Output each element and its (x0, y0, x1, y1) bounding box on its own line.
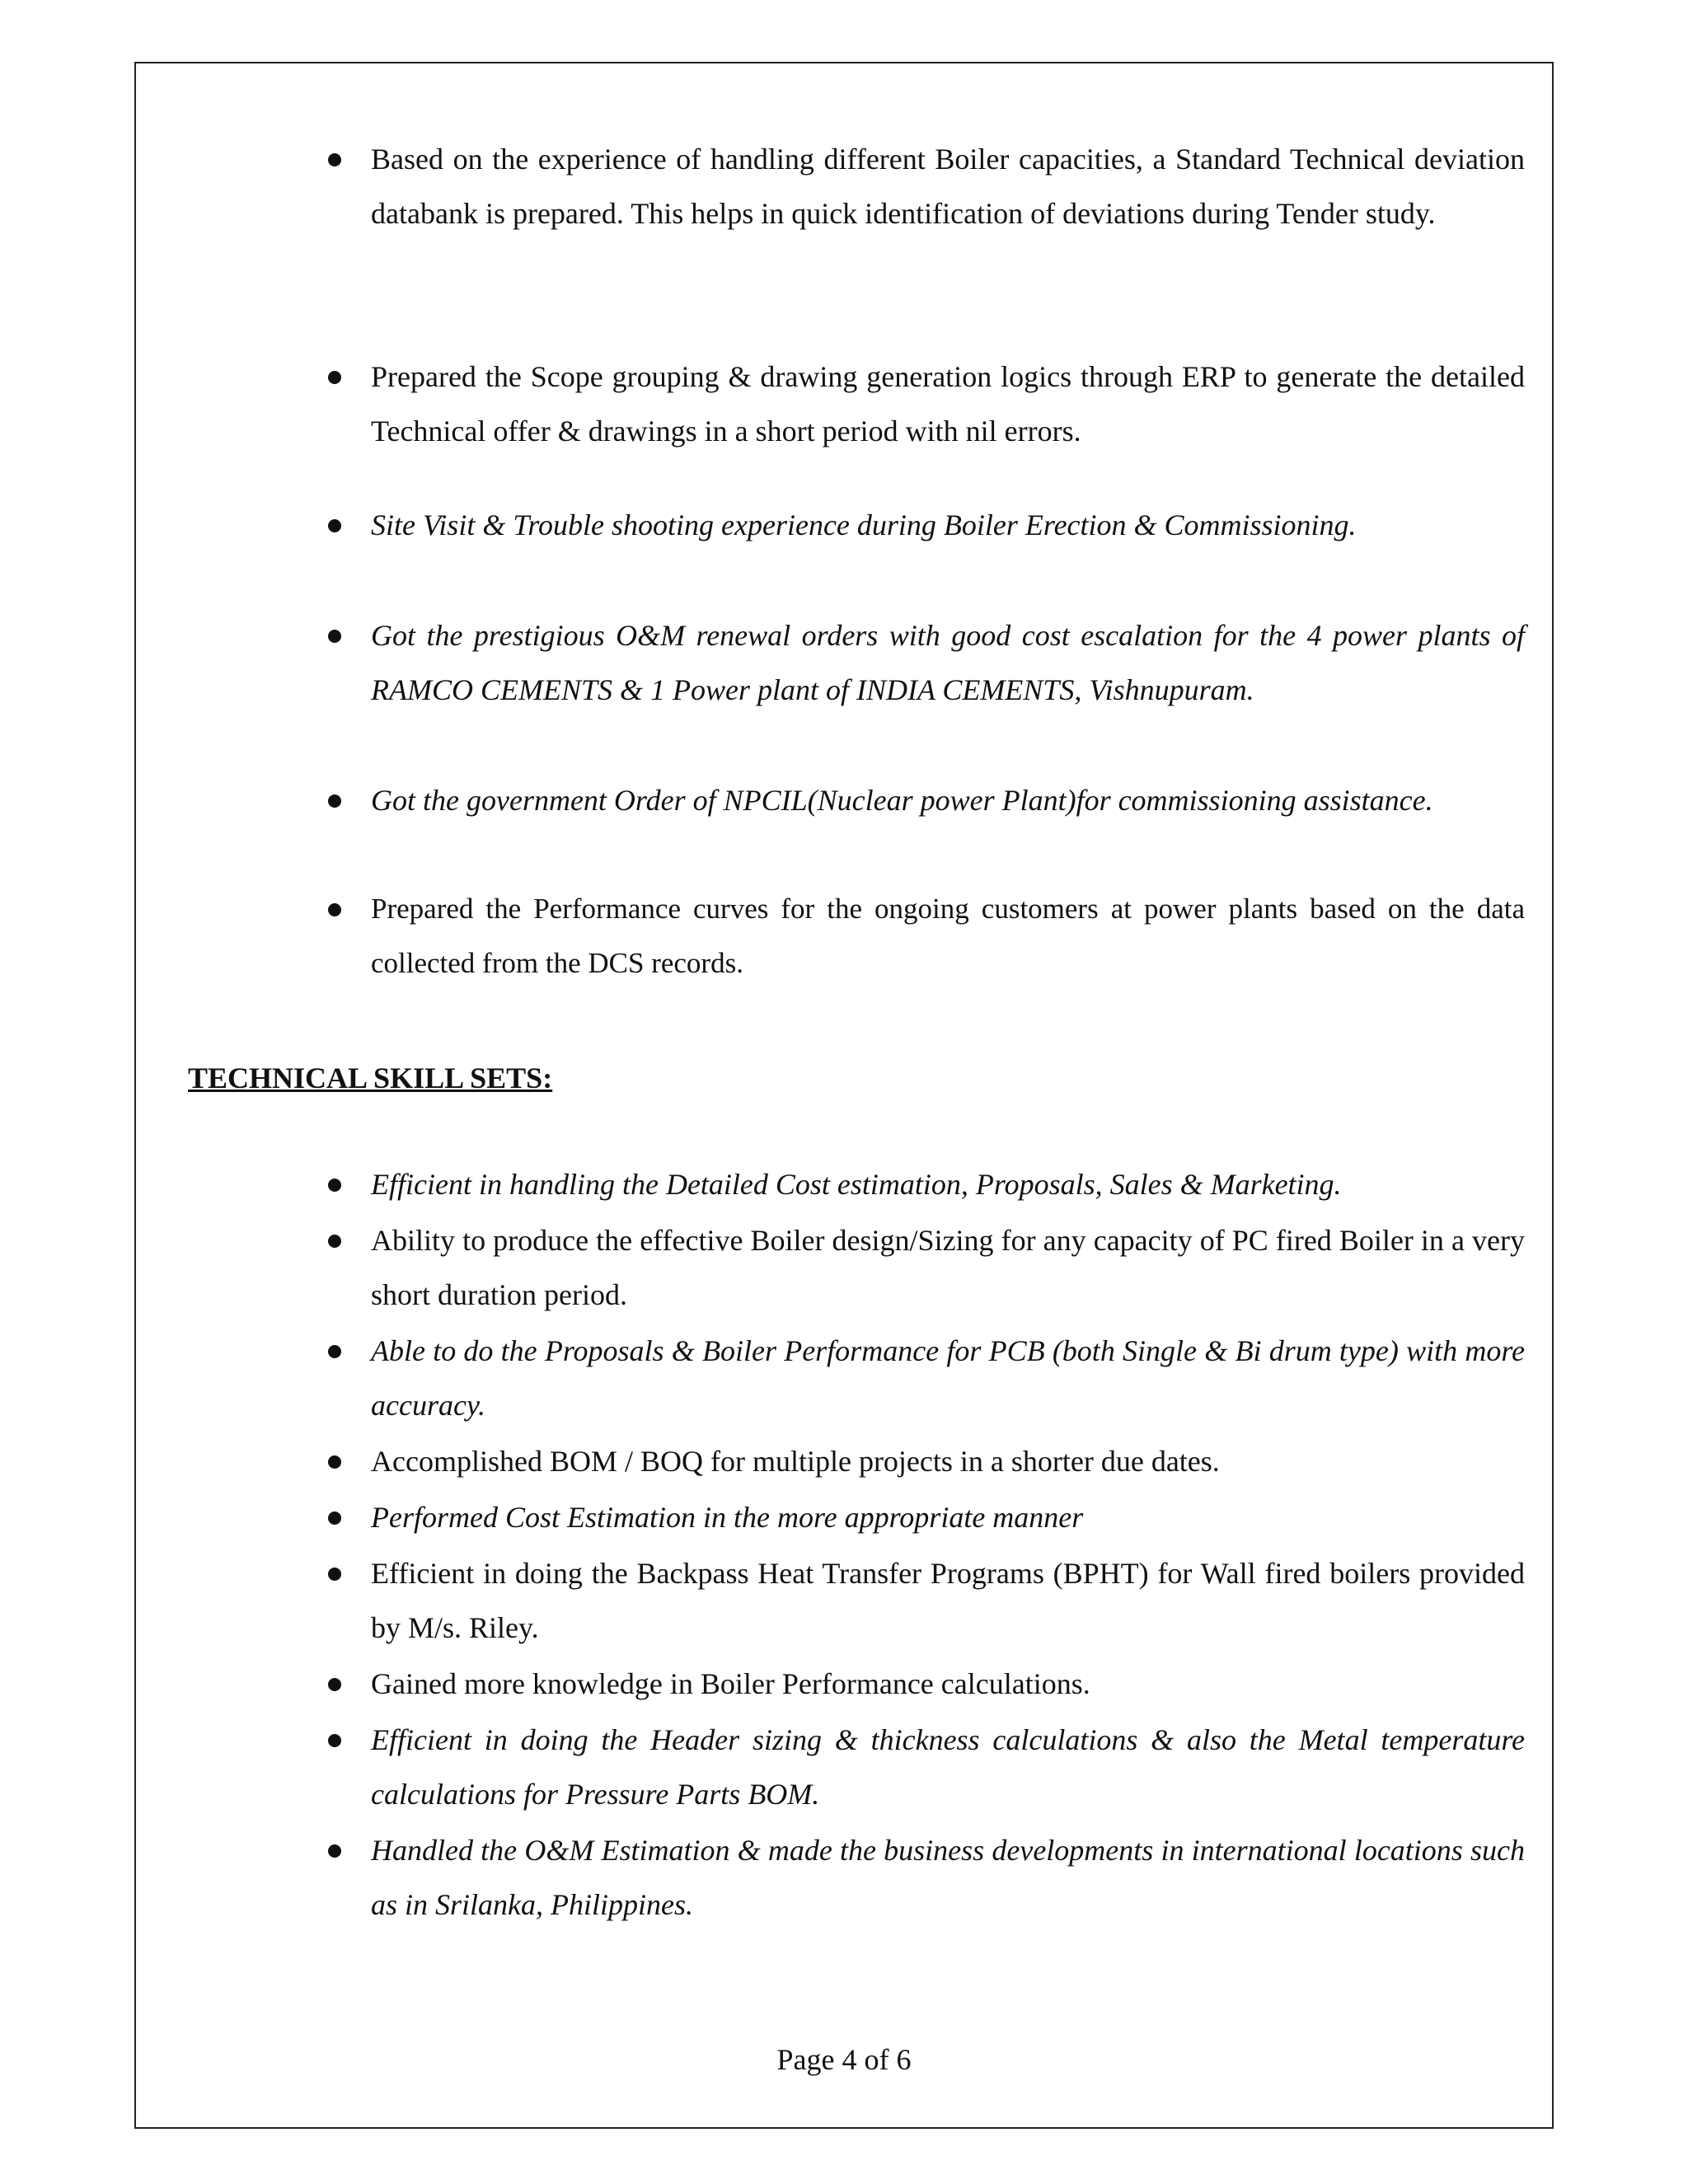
list-item: Efficient in handling the Detailed Cost estimation, Proposals, Sales & Marketing. (371, 1168, 1342, 1201)
bullet-icon (328, 1678, 341, 1691)
bullet-icon (328, 630, 341, 643)
bullet-icon (328, 519, 341, 532)
bullet-icon (328, 794, 341, 808)
bullet-icon (328, 153, 341, 166)
list-item: Efficient in doing the Header sizing & thickness calculations & also the Metal temperature calculations for Pressure Parts BOM. (371, 1723, 1525, 1811)
bullet-icon (328, 371, 341, 384)
list-item: Got the government Order of NPCIL(Nuclear power Plant)for commissioning assistance. (371, 784, 1433, 817)
bullet-icon (328, 1844, 341, 1858)
bullet-icon (328, 1568, 341, 1581)
list-item: Handled the O&M Estimation & made the business developments in international locations such as in Srilanka, Philippines. (371, 1834, 1525, 1921)
page-number: Page 4 of 6 (776, 2043, 912, 2076)
list-item: Got the prestigious O&M renewal orders with good cost escalation for the 4 power plants of RAMCO CEMENTS & 1 Power plant of INDIA CEMENTS, Vishnupuram. (371, 619, 1525, 706)
list-item: Based on the experience of handling different Boiler capacities, a Standard Technical deviation databank is prepared. This helps in quick identification of deviations during Tender study. (371, 143, 1525, 230)
bullet-icon (328, 1511, 341, 1525)
list-item: Prepared the Scope grouping & drawing generation logics through ERP to generate the detailed Technical offer & drawings in a short period with nil errors. (371, 360, 1525, 448)
list-item: Efficient in doing the Backpass Heat Transfer Programs (BPHT) for Wall fired boilers provided by M/s. Riley. (371, 1557, 1525, 1644)
list-item: Able to do the Proposals & Boiler Performance for PCB (both Single & Bi drum type) with more accuracy. (371, 1334, 1525, 1422)
bullet-icon (328, 1734, 341, 1747)
bullet-icon (328, 903, 341, 916)
list-item: Ability to produce the effective Boiler design/Sizing for any capacity of PC fired Boiler in a very short duration period. (371, 1224, 1525, 1311)
list-item: Performed Cost Estimation in the more appropriate manner (371, 1501, 1084, 1534)
section-heading: TECHNICAL SKILL SETS: (188, 1062, 553, 1094)
bullet-icon (328, 1345, 341, 1358)
list-item: Accomplished BOM / BOQ for multiple projects in a shorter due dates. (371, 1445, 1220, 1478)
bullet-icon (328, 1179, 341, 1192)
list-item: Prepared the Performance curves for the ongoing customers at power plants based on the data collected from the DCS records. (371, 893, 1525, 979)
list-item: Gained more knowledge in Boiler Performance calculations. (371, 1667, 1090, 1700)
list-item: Site Visit & Trouble shooting experience during Boiler Erection & Commissioning. (371, 509, 1357, 541)
bullet-icon (328, 1455, 341, 1469)
bullet-icon (328, 1235, 341, 1248)
